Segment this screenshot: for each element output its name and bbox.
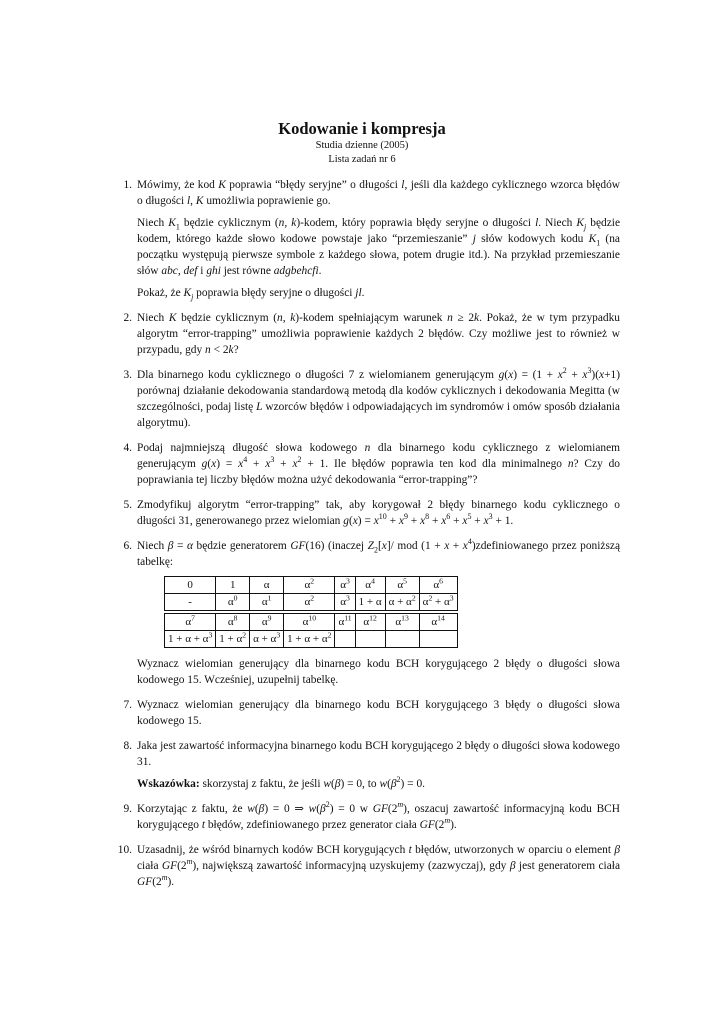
table-cell: $\alpha^0$ <box>216 594 250 611</box>
exercise-item <box>100 177 620 301</box>
table-cell: $\alpha^2 + \alpha^3$ <box>419 594 457 611</box>
exercise-item <box>100 738 620 792</box>
table-cell: $\alpha + \alpha^2$ <box>385 594 419 611</box>
exercise-number: 6. <box>123 540 132 552</box>
table-cell: $\alpha^{13}$ <box>385 614 419 631</box>
table-row <box>165 614 458 631</box>
table-cell: $1 + \alpha^2$ <box>216 631 250 648</box>
table-cell: 1 + α <box>355 594 385 611</box>
exercise-number: 1. <box>123 179 132 191</box>
table-cell: $\alpha^3$ <box>335 594 355 611</box>
exercise-number: 8. <box>123 740 132 752</box>
exercise-item <box>100 801 620 833</box>
document-subtitle: Studia dzienne (2005) <box>315 140 409 151</box>
exercise-item <box>100 538 620 688</box>
exercise-number: 7. <box>123 699 132 711</box>
exercise-paragraph: Jaka jest zawartość informacyjna binarnego kodu BCH korygującego 2 błędy o długości słowa kodowego 31. <box>137 740 620 768</box>
exercise-paragraph: Podaj najmniejszą długość słowa kodowego n dla binarnego kodu cyklicznego z wielomianem generującym $g(x) = x^4 + x^3 + x^2 + 1$. Ile błędów poprawia ten kod dla minimalnego n? Czy do poprawiania tej liczby błędów można użyć dekodowania “error-trapping”? <box>137 442 620 486</box>
exercise-paragraph: Wyznacz wielomian generujący dla binarnego kodu BCH korygującego 2 błędy o długości słowa kodowego 15. Wcześniej, uzupełnij tabelkę. <box>137 658 620 686</box>
table-cell-empty <box>355 631 385 648</box>
exercise-item <box>100 310 620 358</box>
exercise-item <box>100 497 620 529</box>
exercise-paragraph: Niech $K_1$ będzie cyklicznym (n, k)-kodem, który poprawia błędy seryjne o długości l. Niech $K_j$ będzie kodem, którego każde słowo kodowe powstaje jako “przemieszanie” j słów kodowych kodu $K_1$ (na początku występują pierwsze symbole z każdego słowa, potem drugie itd.). Na przykład przemieszanie słów abc, def i ghi jest równe adgbehcfi. <box>137 217 620 277</box>
table-cell: $\alpha + \alpha^3$ <box>250 631 284 648</box>
exercise-paragraph: Korzytając z faktu, że w(β) = 0 ⇒ $w(\beta^2) = 0$ w GF(2$^m$), oszacuj zawartość informacyjną kodu BCH korygującego t błędów, zdefiniowanego przez generator ciała GF(2$^m$). <box>137 800 620 831</box>
exercise-paragraph: Mówimy, że kod K poprawia “błędy seryjne” o długości l, jeśli dla każdego cyklicznego wzorca błędów o długości l, K umożliwia poprawienie go. <box>137 179 620 207</box>
exercise-item <box>100 367 620 431</box>
exercise-paragraph: Niech β = α będzie generatorem GF(16) (inaczej $Z_2[x]/$ mod $(1 + x + x^4)zdefiniowanego$ przez poniższą tabelkę: <box>137 537 621 568</box>
exercise-item <box>100 842 620 890</box>
exercise-item <box>100 440 620 488</box>
exercise-list <box>100 177 620 899</box>
exercise-paragraph: Zmodyfikuj algorytm “error-trapping” tak, aby korygował 2 błędy binarnego kodu cyklicznego o długości 31, generowanego przez wielomian $g(x) = x^{10} + x^9 + x^8 + x^6 + x^5 + x^3 + 1$. <box>137 499 620 527</box>
table-cell: α <box>250 577 284 594</box>
table-cell: - <box>165 594 216 611</box>
exercise-number: 3. <box>123 369 132 381</box>
exercise-paragraph: Wyznacz wielomian generujący dla binarnego kodu BCH korygującego 3 błędy o długości słowa kodowego 15. <box>137 699 620 727</box>
table-cell: $\alpha^{14}$ <box>419 614 457 631</box>
table-cell: $\alpha^{10}$ <box>284 614 335 631</box>
table-cell-empty <box>335 631 355 648</box>
document-title: Kodowanie i kompresja <box>278 119 446 138</box>
table-row <box>165 594 458 611</box>
table-cell-empty <box>419 631 457 648</box>
table-cell: $\alpha^{12}$ <box>355 614 385 631</box>
table-cell: $\alpha^1$ <box>250 594 284 611</box>
exercise-item <box>100 697 620 729</box>
exercise-paragraph: Uzasadnij, że wśród binarnych kodów BCH korygujących t błędów, utworzonych w oparciu o element β ciała GF(2$^m$), największą zawartość informacyjną uzyskujemy (zazwyczaj), gdy β jest generatorem ciała GF(2$^m$). <box>137 844 620 888</box>
exercise-paragraph: Niech K będzie cyklicznym (n, k)-kodem spełniającym warunek n ≥ 2k. Pokaż, że w tym przypadku algorytm “error-trapping” umożliwia poprawienie każdych 2 błędów. Czy możliwe jest to również w przypadu, gdy n < 2k? <box>137 312 620 356</box>
table-row <box>165 577 458 594</box>
table-cell: $1 + \alpha + \alpha^2$ <box>284 631 335 648</box>
table-cell: 1 <box>216 577 250 594</box>
exercise-number: 4. <box>123 442 132 454</box>
table-row <box>165 631 458 648</box>
list-label: Lista zadań nr 6 <box>328 154 396 165</box>
exercise-number: 2. <box>123 312 132 324</box>
table-cell: $\alpha^6$ <box>419 577 457 594</box>
table-cell: $1 + \alpha + \alpha^3$ <box>165 631 216 648</box>
table-cell-empty <box>385 631 419 648</box>
table-cell: $\alpha^3$ <box>335 577 355 594</box>
table-cell: $\alpha^{11}$ <box>335 614 355 631</box>
exercise-paragraph: Wskazówka: skorzystaj z faktu, że jeśli w(β) = 0, to $w(\beta^2) = 0$. <box>137 775 425 790</box>
table-cell: $\alpha^8$ <box>216 614 250 631</box>
table-cell: $\alpha^5$ <box>385 577 419 594</box>
table-cell: $\alpha^4$ <box>355 577 385 594</box>
exercise-number: 9. <box>123 803 132 815</box>
exercise-number: 5. <box>123 499 132 511</box>
table-cell: $\alpha^2$ <box>284 577 335 594</box>
exercise-paragraph: Pokaż, że $K_j$ poprawia błędy seryjne o długości jl. <box>137 287 365 302</box>
table-cell: $\alpha^7$ <box>165 614 216 631</box>
table-cell: $\alpha^9$ <box>250 614 284 631</box>
document-header <box>0 119 724 167</box>
table-cell: 0 <box>165 577 216 594</box>
table-cell: $\alpha^2$ <box>284 594 335 611</box>
gf16-table <box>164 576 458 648</box>
exercise-number: 10. <box>117 844 132 856</box>
exercise-paragraph: Dla binarnego kodu cyklicznego o długości 7 z wielomianem generującym $g(x) = (1 + x^2 + x^3)(x+1)$ porównaj działanie dekodowania standardową metodą dla kodów cyklicznych i dekodowania Megitta (w szczególności, podaj listę L wzorców błędów i odpowiadających im syndromów i omów sposób działania algorytmu). <box>137 366 620 429</box>
